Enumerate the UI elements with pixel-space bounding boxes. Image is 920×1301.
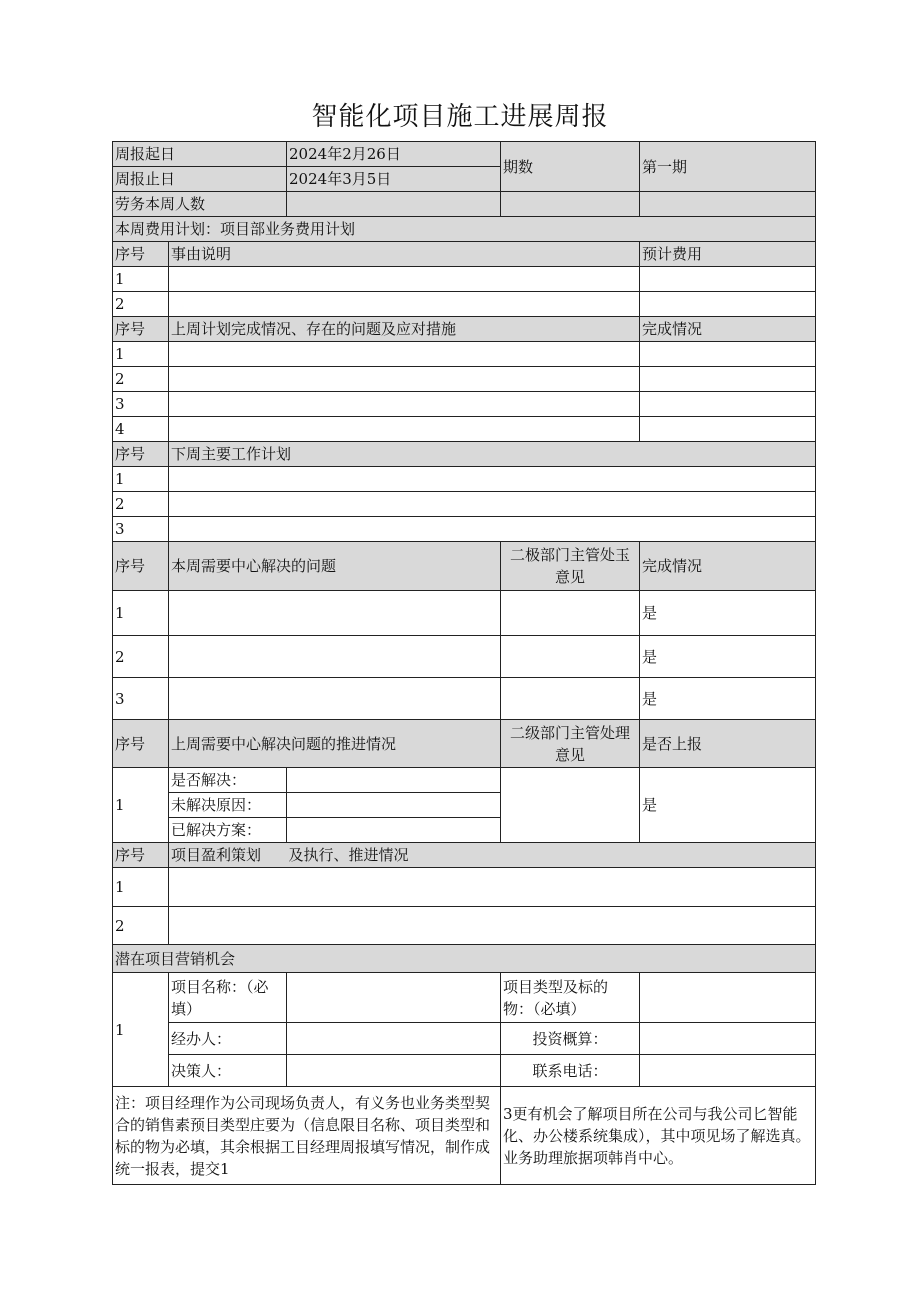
reported-value[interactable]: 是 bbox=[640, 768, 816, 843]
note-right: 3更有机会了解项目所在公司与我公司匕智能化、办公楼系统集成），其中项见场了解选真。业务助理旅据项韩肖中心。 bbox=[501, 1087, 816, 1185]
project-name-label: 项目名称：（必填） bbox=[169, 973, 287, 1023]
period-label: 期数 bbox=[501, 142, 640, 192]
cost-amount-cell[interactable] bbox=[640, 267, 816, 292]
row-number: 2 bbox=[113, 636, 169, 678]
issue-status-cell[interactable]: 是 bbox=[640, 636, 816, 678]
row-number: 2 bbox=[113, 292, 169, 317]
staff-extra-cell[interactable] bbox=[640, 192, 816, 217]
col-issues: 本周需要中心解决的问题 bbox=[169, 542, 501, 591]
col-issue-progress: 上周需要中心解决问题的推进情况 bbox=[169, 720, 501, 768]
col-completion-status: 完成情况 bbox=[640, 317, 816, 342]
col-profit-progress: 及执行、推进情况 bbox=[287, 843, 816, 868]
issue-opinion-cell[interactable] bbox=[501, 591, 640, 636]
row-number: 1 bbox=[113, 973, 169, 1087]
staff-extra-cell[interactable] bbox=[501, 192, 640, 217]
page-title: 智能化项目施工进展周报 bbox=[311, 102, 609, 132]
profit-plan-cell[interactable] bbox=[169, 868, 816, 907]
resolved-input[interactable] bbox=[287, 768, 501, 793]
budget-input[interactable] bbox=[640, 1023, 816, 1055]
col-reported: 是否上报 bbox=[640, 720, 816, 768]
col-no: 序号 bbox=[113, 242, 169, 267]
last-week-status-cell[interactable] bbox=[640, 417, 816, 442]
row-number: 1 bbox=[113, 267, 169, 292]
row-number: 1 bbox=[113, 768, 169, 843]
end-date-label: 周报止日 bbox=[113, 167, 287, 192]
progress-opinion-cell[interactable] bbox=[501, 768, 640, 843]
row-number: 3 bbox=[113, 517, 169, 542]
cost-reason-cell[interactable] bbox=[169, 292, 640, 317]
issue-opinion-cell[interactable] bbox=[501, 678, 640, 720]
row-number: 2 bbox=[113, 907, 169, 945]
col-completion-status: 完成情况 bbox=[640, 542, 816, 591]
next-week-plan-cell[interactable] bbox=[169, 492, 816, 517]
col-no: 序号 bbox=[113, 317, 169, 342]
row-number: 1 bbox=[113, 342, 169, 367]
issue-desc-cell[interactable] bbox=[169, 678, 501, 720]
profit-plan-cell[interactable] bbox=[169, 907, 816, 945]
col-dept-opinion: 二级部门主管处理意见 bbox=[501, 720, 640, 768]
col-dept-opinion: 二极部门主管处玉意见 bbox=[501, 542, 640, 591]
row-number: 3 bbox=[113, 678, 169, 720]
last-week-desc-cell[interactable] bbox=[169, 392, 640, 417]
issue-opinion-cell[interactable] bbox=[501, 636, 640, 678]
handler-label: 经办人： bbox=[169, 1023, 287, 1055]
solution-label: 已解决方案： bbox=[169, 818, 287, 843]
last-week-status-cell[interactable] bbox=[640, 392, 816, 417]
col-last-week-plan: 上周计划完成情况、存在的问题及应对措施 bbox=[169, 317, 640, 342]
next-week-plan-cell[interactable] bbox=[169, 467, 816, 492]
last-week-status-cell[interactable] bbox=[640, 367, 816, 392]
start-date-label: 周报起日 bbox=[113, 142, 287, 167]
phone-input[interactable] bbox=[640, 1055, 816, 1087]
col-no: 序号 bbox=[113, 442, 169, 467]
col-reason: 事由说明 bbox=[169, 242, 640, 267]
last-week-desc-cell[interactable] bbox=[169, 417, 640, 442]
row-number: 1 bbox=[113, 467, 169, 492]
col-no: 序号 bbox=[113, 542, 169, 591]
issue-desc-cell[interactable] bbox=[169, 591, 501, 636]
col-next-week-plan: 下周主要工作计划 bbox=[169, 442, 816, 467]
staff-count-label: 劳务本周人数 bbox=[113, 192, 287, 217]
unresolved-reason-label: 未解决原因： bbox=[169, 793, 287, 818]
issue-status-cell[interactable]: 是 bbox=[640, 678, 816, 720]
weekly-report-table bbox=[112, 141, 816, 1185]
project-type-input[interactable] bbox=[640, 973, 816, 1023]
end-date-value[interactable]: 2024年3月5日 bbox=[287, 167, 501, 192]
decider-input[interactable] bbox=[287, 1055, 501, 1087]
opportunity-heading: 潜在项目营销机会 bbox=[113, 945, 816, 973]
issue-desc-cell[interactable] bbox=[169, 636, 501, 678]
col-estimated-cost: 预计费用 bbox=[640, 242, 816, 267]
col-profit-plan: 项目盈利策划 bbox=[169, 843, 287, 868]
staff-count-value[interactable] bbox=[287, 192, 501, 217]
decider-label: 决策人： bbox=[169, 1055, 287, 1087]
row-number: 1 bbox=[113, 591, 169, 636]
last-week-desc-cell[interactable] bbox=[169, 367, 640, 392]
row-number: 2 bbox=[113, 367, 169, 392]
issue-status-cell[interactable]: 是 bbox=[640, 591, 816, 636]
cost-amount-cell[interactable] bbox=[640, 292, 816, 317]
solution-input[interactable] bbox=[287, 818, 501, 843]
cost-plan-heading: 本周费用计划：项目部业务费用计划 bbox=[113, 217, 816, 242]
row-number: 1 bbox=[113, 868, 169, 907]
cost-reason-cell[interactable] bbox=[169, 267, 640, 292]
col-no: 序号 bbox=[113, 843, 169, 868]
start-date-value[interactable]: 2024年2月26日 bbox=[287, 142, 501, 167]
budget-label: 投资概算： bbox=[501, 1023, 640, 1055]
next-week-plan-cell[interactable] bbox=[169, 517, 816, 542]
unresolved-reason-input[interactable] bbox=[287, 793, 501, 818]
note-left: 注：项目经理作为公司现场负责人，有义务也业务类型契合的销售素预目类型庄要为（信息限目名称、项目类型和标的物为必填，其余根据工目经理周报填写情况，制作成统一报表，提交1 bbox=[113, 1087, 501, 1185]
project-type-label: 项目类型及标的物：（必填） bbox=[501, 973, 640, 1023]
period-value[interactable]: 第一期 bbox=[640, 142, 816, 192]
resolved-label: 是否解决： bbox=[169, 768, 287, 793]
row-number: 4 bbox=[113, 417, 169, 442]
handler-input[interactable] bbox=[287, 1023, 501, 1055]
project-name-input[interactable] bbox=[287, 973, 501, 1023]
row-number: 2 bbox=[113, 492, 169, 517]
last-week-desc-cell[interactable] bbox=[169, 342, 640, 367]
last-week-status-cell[interactable] bbox=[640, 342, 816, 367]
col-no: 序号 bbox=[113, 720, 169, 768]
phone-label: 联系电话： bbox=[501, 1055, 640, 1087]
row-number: 3 bbox=[113, 392, 169, 417]
